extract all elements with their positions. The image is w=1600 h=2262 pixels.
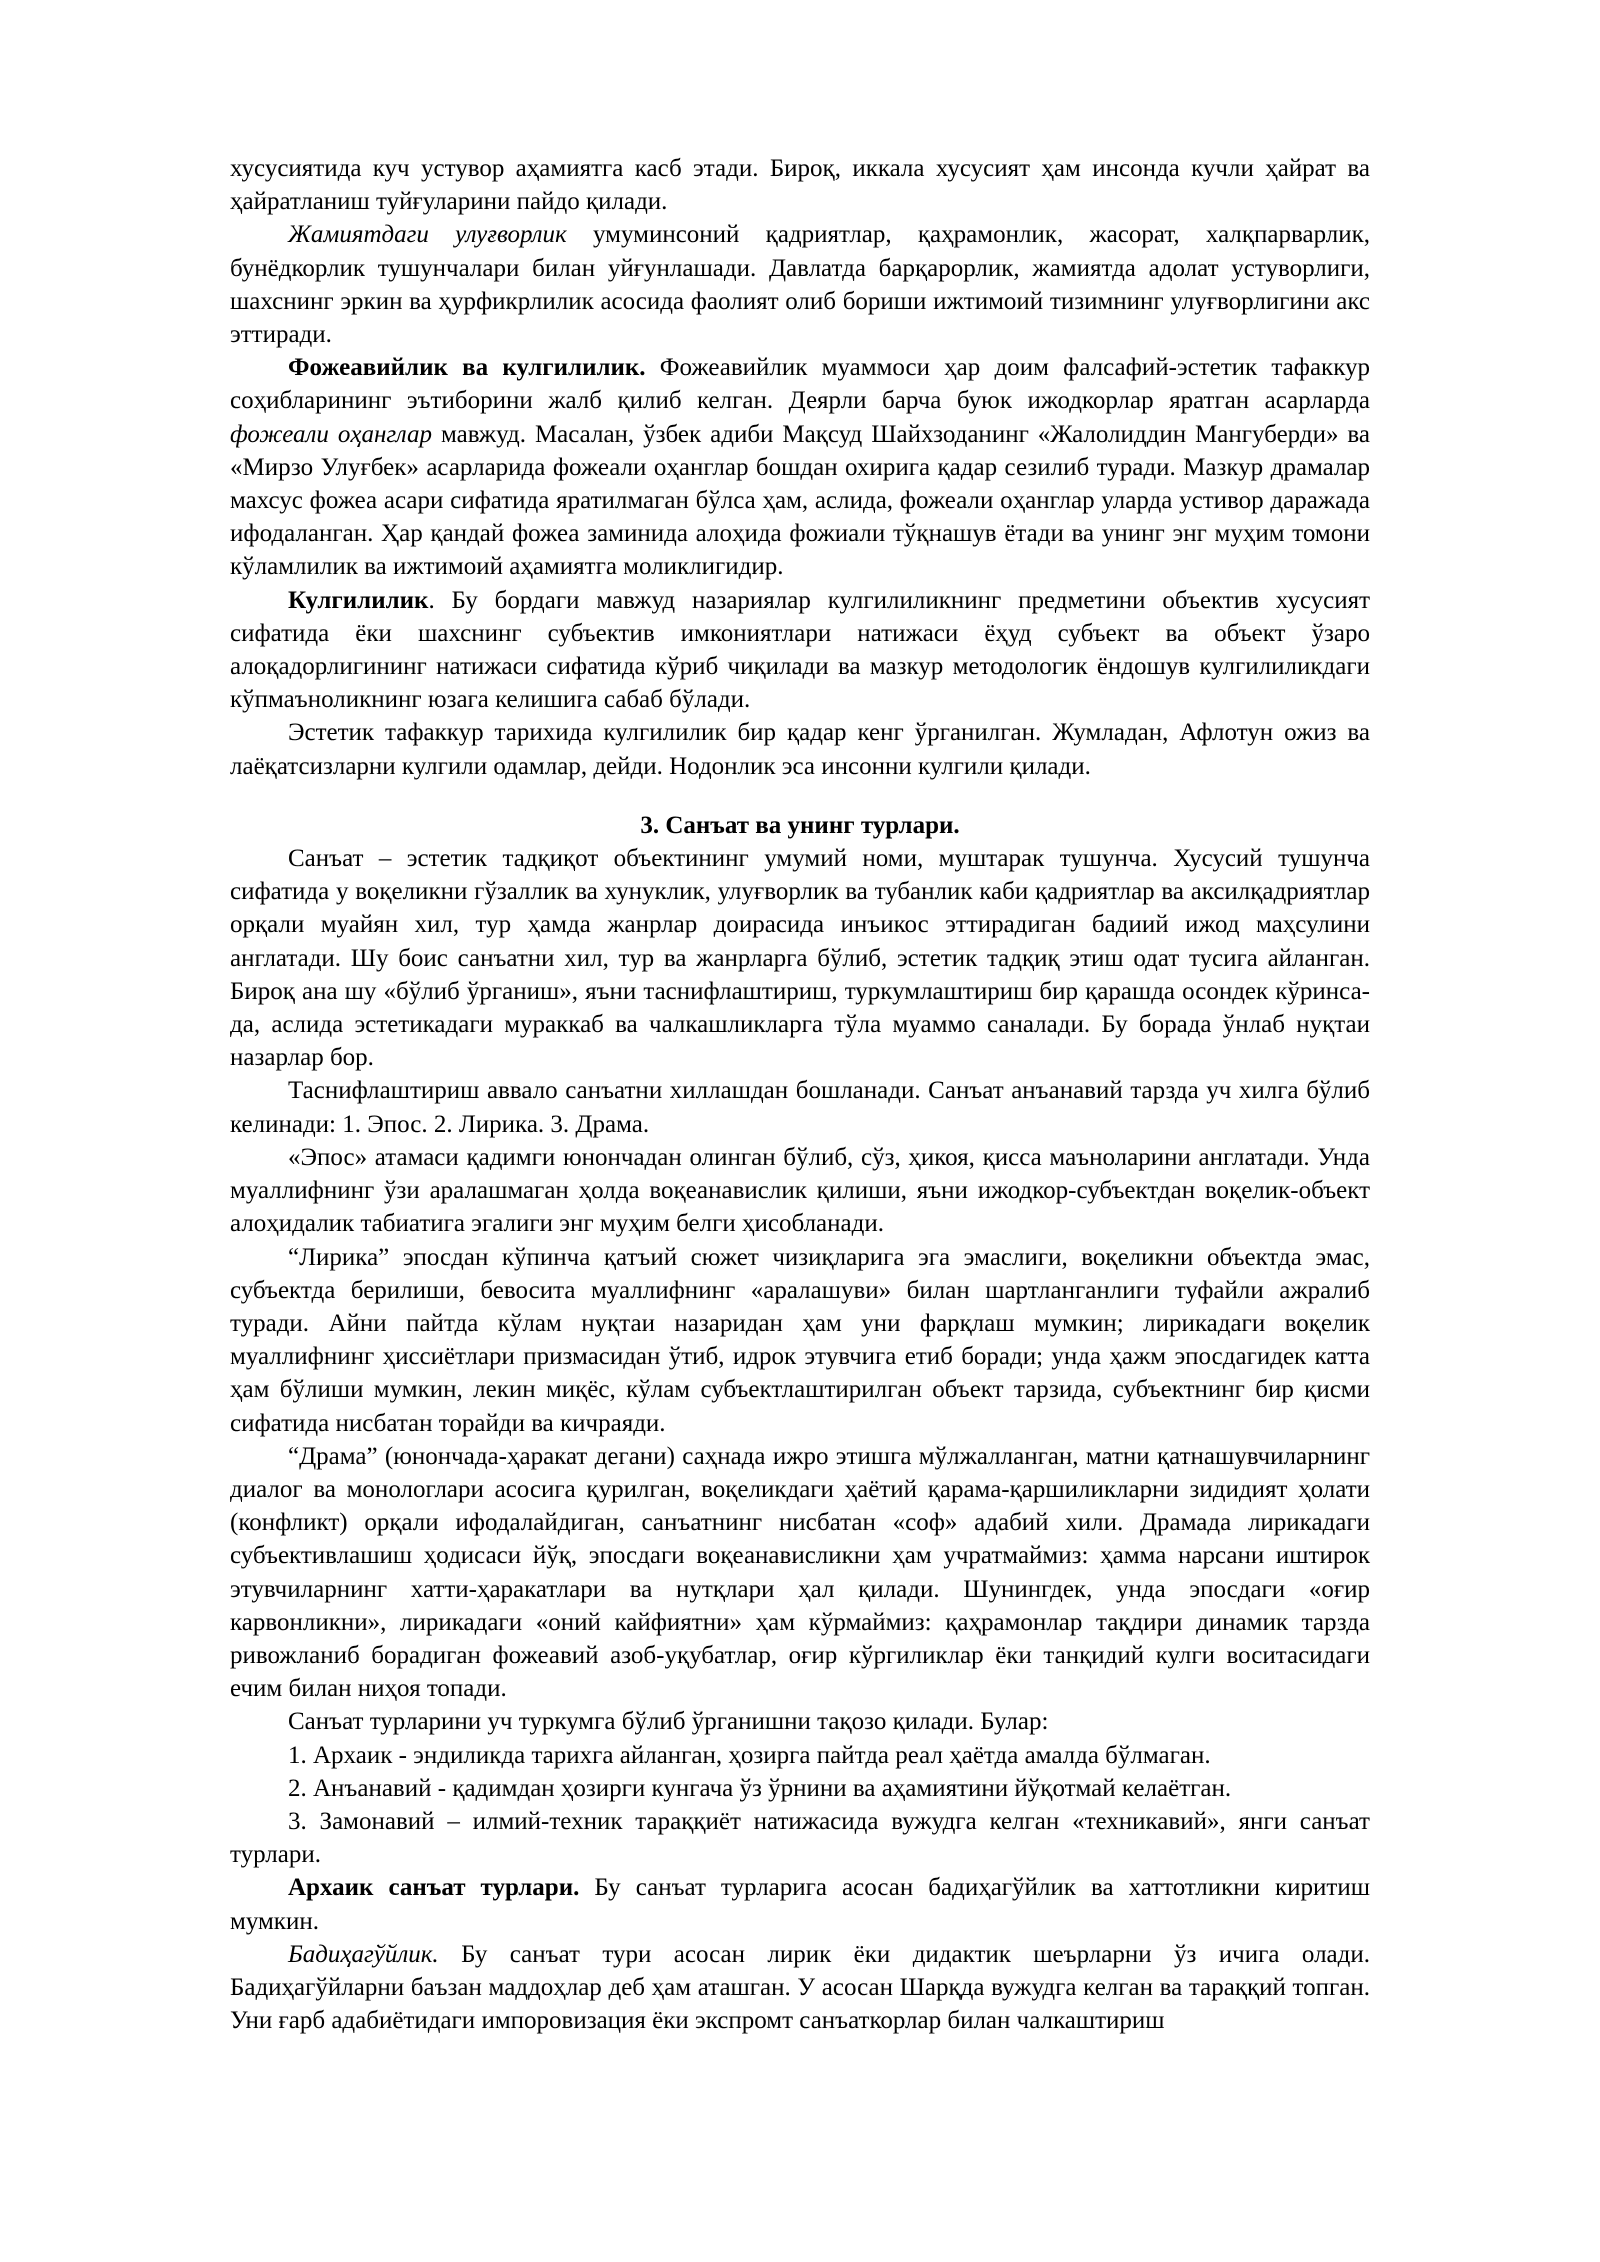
paragraph-archaic-arts: Архаик санъат турлари. Бу санъат турларига асосан бадиҳагўйлик ва хаттотликни киритиш мумкин. [230,1874,1370,1935]
paragraph-improvisation: Бадиҳагўйлик. Бу санъат тури асосан лирик ёки дидактик шеърларни ўз ичига олади. Бадиҳагўйларни баъзан маддоҳлар деб ҳам аташган. У асосан Шарқда вужудга келган ва тараққий топган. Уни ғарб адабиётидаги импоровизация ёки экспромт санъаткорлар билан чалкаштириш [230,1940,1370,2035]
paragraph-aesthetic-history: Эстетик тафаккур тарихида кулгилилик бир қадар кенг ўрганилган. Жумладан, Афлотун ожиз ва лаёқатсизларни кулгили одамлар, дейди. Нодонлик эса инсонни кулгили қилади. [230,719,1370,780]
subheading-comic: Кулгилилик [288,586,429,614]
paragraph-art-definition: Санъат – эстетик тадқиқот объектининг умумий номи, муштарак тушунча. Хусусий тушунча сифатида у воқеликни гўзаллик ва хунуклик, улуғворлик ва тубанлик каби қадриятлар ва аксилқадриятлар орқали муайян хил, тур ҳамда жанрлар доирасида инъикос эттирадиган бадиий ижод маҳсулини англатади. Шу боис санъатни хил, тур ва жанрларга бўлиб, эстетик тадқиқ этиш одат тусига айланган. Бироқ ана шу «бўлиб ўрганиш», яъни таснифлаштириш, туркумлаштириш бир қарашда осондек кўринса-да, аслида эстетикадаги мураккаб ва чалкашликларга тўла муаммо саналади. Бу борада ўнлаб нуқтаи назарлар бор. [230,845,1370,1072]
document-page [230,152,1370,2037]
paragraph-social-grandeur: Жамиятдаги улуғворлик умуминсоний қадриятлар, қаҳрамонлик, жасорат, халқпарварлик, бунёдкорлик тушунчалари билан уйғунлашади. Давлатда барқарорлик, жамиятда адолат устуворлиги, шахснинг эркин ва ҳурфикрлилик асосида фаолият олиб бориши ижтимоий тизимнинг улуғворлигини акс эттиради. [230,221,1370,349]
list-item-archaic: 1. Архаик - эндиликда тарихга айланган, ҳозирга пайтда реал ҳаётда амалда бўлмаган. [288,1741,1211,1769]
subheading-archaic-arts: Архаик санъат турлари. [288,1874,580,1902]
paragraph-1: хусусиятида куч устувор аҳамиятга касб этади. Бироқ, иккала хусусият ҳам инсонда кучли ҳайрат ва ҳайратланиш туйғуларини пайдо қилади. [230,155,1370,216]
paragraph-drama: “Драма” (юнончада-ҳаракат дегани) саҳнада ижро этишга мўлжалланган, матни қатнашувчиларнинг диалог ва монологлари асосига қурилган, воқеликдаги ҳаётий қарама-қаршиликларни зидидият ҳолати (конфликт) орқали ифодалайдиган, санъатнинг нисбатан «соф» адабий хили. Драмада лирикадаги субъективлашиш ҳодисаси йўқ, эпосдаги воқеанависликни ҳам учратмаймиз: ҳамма нарсани иштирок этувчиларнинг хатти-ҳаракатлари ва нутқлари ҳал қилади. Шунингдек, унда эпосдаги «оғир карвонликни», лирикадаги «оний кайфиятни» ҳам кўрмаймиз: қаҳрамонлар тақдири динамик тарзда ривожланиб борадиган фожеавий азоб-уқубатлар, оғир кўргиликлар ёки танқидий кулги воситасидаги ечим билан ниҳоя топади. [230,1442,1370,1703]
term-improvisation: Бадиҳагўйлик. [288,1940,439,1968]
paragraph-classification: Таснифлаштириш аввало санъатни хиллашдан бошланади. Санъат анъанавий тарзда уч хилга бўлиб келинади: 1. Эпос. 2. Лирика. 3. Драма. [230,1077,1370,1138]
paragraph-comic: Кулгилилик. Бу бордаги мавжуд назариялар кулгилиликнинг предметини объектив хусусият сифатида ёки шахснинг субъектив имкониятлари натижаси ёҳуд субъект ва объект ўзаро алоқадорлигининг натижаси сифатида кўриб чиқилади ва мазкур методологик ёндошув кулгилиликдаги кўпмаъноликнинг юзага келишига сабаб бўлади. [230,586,1370,714]
term-tragic-tones: фожеали оҳанглар [230,420,432,448]
paragraph-epos: «Эпос» атамаси қадимги юнончадан олинган бўлиб, сўз, ҳикоя, қисса маъноларини англатади. Унда муаллифнинг ўзи аралашмаган ҳолда воқеанавислик қилиши, яъни ижодкор-субъектдан воқелик-объект алоҳидалик табиатига эгалиги энг муҳим белги ҳисобланади. [230,1143,1370,1238]
paragraph-three-groups: Санъат турларини уч туркумга бўлиб ўрганишни тақозо қилади. Булар: [288,1708,1049,1736]
term-social-grandeur: Жамиятдаги улуғворлик [288,221,567,249]
list-item-traditional: 2. Анъанавий - қадимдан ҳозирги кунгача ўз ўрнини ва аҳамиятини йўқотмай келаётган. [288,1774,1232,1802]
section-heading: 3. Санъат ва унинг турлари. [640,811,960,839]
paragraph-lyric: “Лирика” эпосдан кўпинча қатъий сюжет чизиқларига эга эмаслиги, воқеликни объектда эмас, субъектда берилиши, бевосита муаллифнинг «аралашуви» билан шартланганлиги туфайли ажралиб туради. Айни пайтда кўлам нуқтаи назаридан ҳам уни фарқлаш мумкин; лирикадаги воқелик муаллифнинг ҳиссиётлари призмасидан ўтиб, идрок этувчига етиб боради; унда ҳажм эпосдагидек катта ҳам бўлиши мумкин, лекин миқёс, кўлам субъектлаштирилган объект тарзида, субъектнинг бир қисми сифатида нисбатан торайди ва кичраяди. [230,1243,1370,1437]
subheading-tragic-comic: Фожеавийлик ва кулгилилик. [288,354,646,382]
list-item-modern: 3. Замонавий – илмий-техник тараққиёт натижасида вужудга келган «техникавий», янги санъат турлари. [230,1807,1370,1869]
paragraph-tragic-comic: Фожеавийлик ва кулгилилик. Фожеавийлик муаммоси ҳар доим фалсафий-эстетик тафаккур соҳибларининг эътиборини жалб қилиб келган. Деярли барча буюк ижодкорлар яратган асарларда фожеали оҳанглар мавжуд. Масалан, ўзбек адиби Мақсуд Шайхзоданинг «Жалолиддин Мангуберди» ва «Мирзо Улуғбек» асарларида фожеали оҳанглар бошдан охирига қадар сезилиб туради. Мазкур драмалар махсус фожеа асари сифатида яратилмаган бўлса ҳам, аслида, фожеали оҳанглар уларда устивор даражада ифодаланган. Ҳар қандай фожеа заминида алоҳида фожиали тўқнашув ётади ва унинг энг муҳим томони кўламлилик ва ижтимоий аҳамиятга моликлигидир. [230,354,1370,581]
